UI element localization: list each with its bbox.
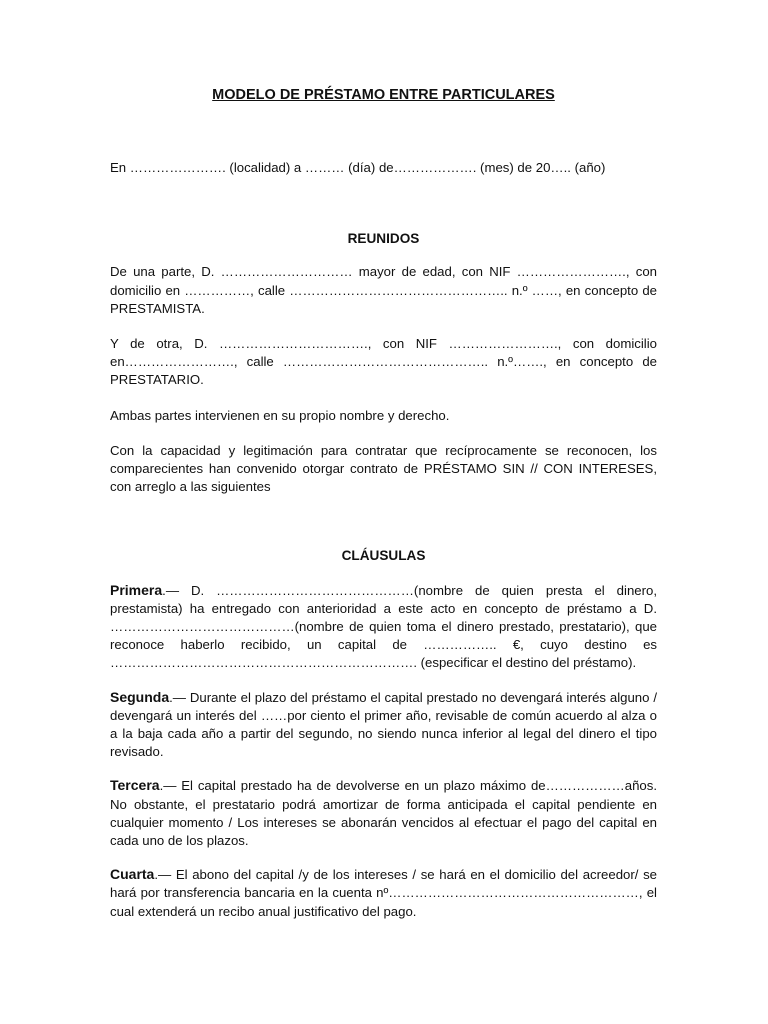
paragraph-partes: Ambas partes intervienen en su propio nombre y derecho. (110, 407, 450, 423)
clause-name: Segunda (110, 688, 170, 705)
clause-name: Primera (110, 581, 163, 598)
clause-tercera (110, 776, 657, 850)
clause-separator: .— (154, 867, 176, 883)
clause-separator: .— (162, 582, 191, 598)
clause-segunda (110, 688, 657, 762)
date-line: En …………………. (localidad) a ……… (día) de………………. (mes) de 20….. (año) (110, 160, 606, 175)
clause-name: Tercera (110, 777, 160, 794)
clause-text: El capital prestado ha de devolverse en un plazo máximo de………………años. No obstante, el prestatario podrá amortizar de forma anticipada el capital pendiente en cualquier momento / Los intereses se abonarán vencidos al efectuar el pago del capital en cada uno de los plazos. (110, 778, 658, 849)
clause-name: Cuarta (110, 866, 155, 883)
clause-primera (110, 581, 657, 673)
section-heading-reunidos: REUNIDOS (347, 231, 420, 247)
clause-text: El abono del capital /y de los intereses / se hará en el domicilio del acreedor/ se hará por transferencia bancaria en la cuenta nº…………………………………………………, el cual extenderá un recibo anual justificativo del pago. (110, 867, 657, 919)
paragraph-prestamista: De una parte, D. ………………………… mayor de edad, con NIF ……………………., con domicilio en ……………, calle ………………………………………….. n.º ……, en concepto de PRESTAMISTA. (110, 264, 657, 316)
clause-cuarta (110, 865, 657, 921)
paragraph-prestatario: Y de otra, D. ……………………………., con NIF ……………………., con domicilio en……………………., calle ……………………………………….. n.º……., en concepto de PRESTATARIO. (110, 336, 657, 388)
paragraph-capacidad: Con la capacidad y legitimación para contratar que recíprocamente se reconocen, los comparecientes han convenido otorgar contrato de PRÉSTAMO SIN // CON INTERESES, con arreglo a las siguientes (110, 442, 657, 495)
document-body (110, 84, 657, 921)
clause-text: Durante el plazo del préstamo el capital prestado no devengará interés alguno / devengará un interés del ……por ciento el primer año, revisable de común acuerdo al alza o a la baja cada año a partir del segundo, no siendo nunca inferior al legal del dinero el tipo revisado. (110, 689, 657, 760)
document-title: MODELO DE PRÉSTAMO ENTRE PARTICULARES (212, 87, 555, 103)
clause-separator: .— (169, 689, 190, 705)
section-heading-clausulas: CLÁUSULAS (341, 548, 426, 564)
clause-text: D. ………………………………………(nombre de quien presta el dinero, prestamista) ha entregado con anterioridad a este acto en concepto de préstamo a D. ……………………………………(nombre de quien toma el dinero prestado, prestatario), que reconoce haberlo recibido, un capital de …………….. €, cuyo destino es ……………………………………………………………. (especificar el destino del préstamo). (110, 582, 657, 671)
clause-separator: .— (159, 778, 182, 794)
